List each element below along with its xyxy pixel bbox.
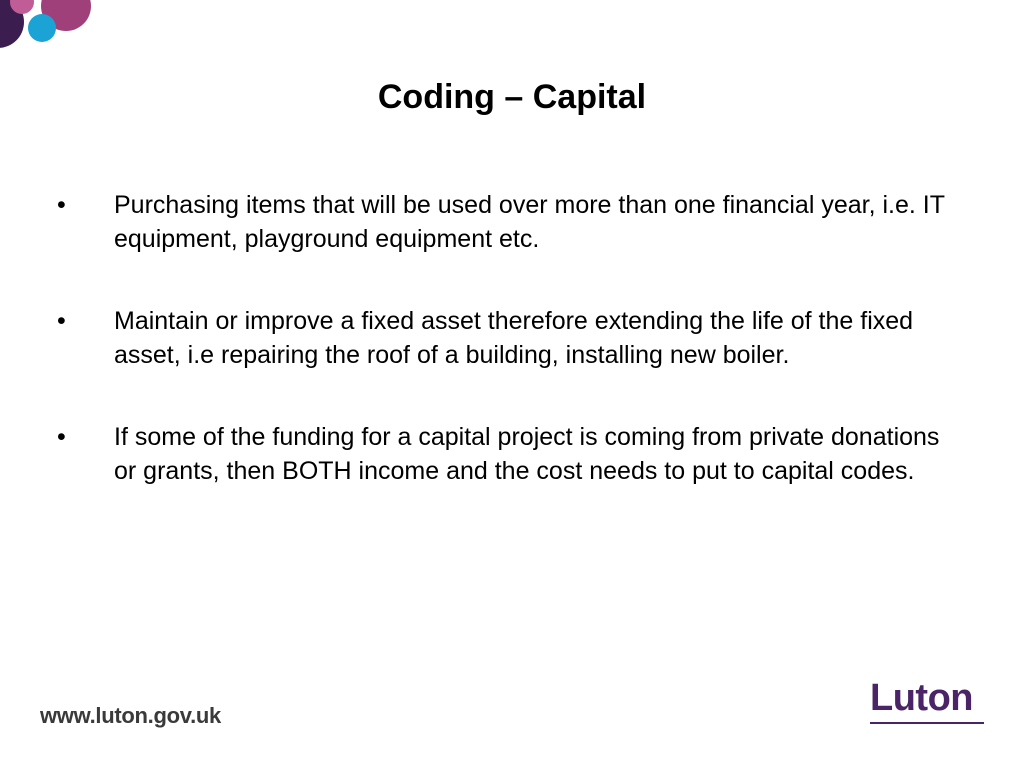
luton-brand-logo	[870, 676, 990, 732]
brand-name: Luton	[870, 677, 974, 719]
bullet-text: Purchasing items that will be used over more than one financial year, i.e. IT equipment, playground equipment etc.	[114, 191, 945, 253]
bullet-marker: •	[57, 423, 66, 451]
bullet-item	[57, 304, 967, 372]
bullet-item	[57, 188, 967, 256]
bullet-marker: •	[57, 191, 66, 219]
bullet-text: If some of the funding for a capital project is coming from private donations or grants, then BOTH income and the cost needs to put to capital codes.	[114, 423, 940, 485]
bullet-list	[57, 188, 967, 536]
bullet-text: Maintain or improve a fixed asset therefore extending the life of the fixed asset, i.e repairing the roof of a building, installing new boiler.	[114, 307, 914, 369]
council-logo-circles-icon	[0, 0, 100, 60]
slide-title: Coding – Capital	[377, 78, 647, 116]
bullet-item	[57, 420, 967, 488]
footer-url: www.luton.gov.uk	[40, 703, 221, 728]
brand-underline	[870, 722, 984, 724]
bullet-marker: •	[57, 307, 66, 335]
